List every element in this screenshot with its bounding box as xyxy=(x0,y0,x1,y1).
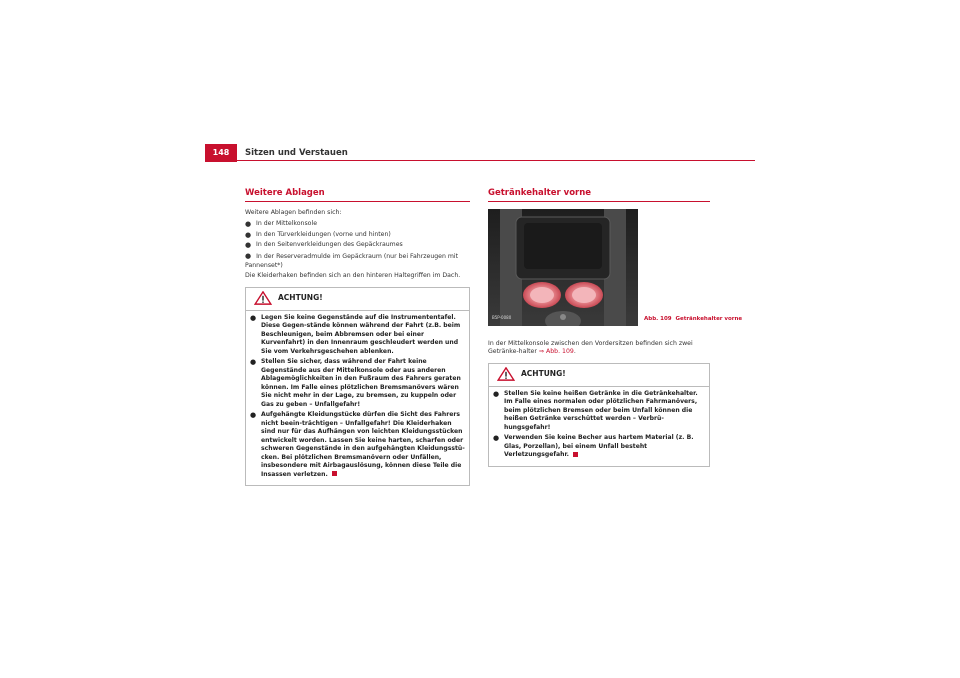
storage-list xyxy=(245,220,470,270)
list-item: ● Stellen Sie keine heißen Getränke in die Getränkehalter. Im Falle eines normalen oder plötzlichen Fahrmanövers, beim plötzlichen Bremsen oder beim Unfall können die heißen Getränke verschüttet werden – Verbrü-hungsgefahr! xyxy=(493,389,698,431)
bullet-icon: ● xyxy=(493,434,500,443)
warning-list xyxy=(250,314,465,480)
warning-list xyxy=(493,390,705,460)
list-item: ● In der Reserveradmulde im Gepäckraum (nur bei Fahrzeugen mit Pannenset*) xyxy=(245,251,459,269)
header-divider xyxy=(237,160,755,161)
intro-text: Weitere Ablagen befinden sich: xyxy=(245,208,342,216)
list-item: ● Verwenden Sie keine Becher aus hartem Material (z. B. Glas, Porzellan), bei einem Unfall besteht Verletzungsgefahr. xyxy=(493,434,694,459)
bullet-icon: ● xyxy=(245,230,252,239)
warning-title: ACHTUNG! xyxy=(521,368,566,378)
warning-header xyxy=(246,288,469,311)
warning-triangle-icon xyxy=(497,367,515,381)
bullet-icon: ● xyxy=(245,251,252,260)
left-column xyxy=(245,189,470,486)
end-marker xyxy=(573,452,578,457)
cupholder-photo xyxy=(488,209,638,326)
warning-header xyxy=(489,364,709,387)
figure-label: Abb. 109 xyxy=(644,316,672,322)
figure-caption xyxy=(644,316,742,323)
figure-reference-link[interactable]: ⇒ Abb. 109 xyxy=(538,348,574,356)
right-column xyxy=(488,189,710,467)
section-title-weitere-ablagen: Weitere Ablagen xyxy=(245,189,470,202)
figure-caption-text: Getränkehalter vorne xyxy=(675,316,743,322)
chapter-title: Sitzen und Verstauen xyxy=(245,148,348,158)
section-title-getraenkehalter: Getränkehalter vorne xyxy=(488,189,710,202)
list-item: ● In den Türverkleidungen (vorne und hinten) xyxy=(245,230,391,239)
outro-text: Die Kleiderhaken befinden sich an den hinteren Haltegriffen im Dach. xyxy=(245,272,461,280)
page-header xyxy=(205,144,755,162)
warning-title: ACHTUNG! xyxy=(278,292,323,302)
warning-box xyxy=(488,363,710,467)
bullet-icon: ● xyxy=(250,358,257,367)
list-item: ● In den Seitenverkleidungen des Gepäckraumes xyxy=(245,241,403,250)
bullet-icon: ● xyxy=(493,389,500,398)
bullet-icon: ● xyxy=(250,313,257,322)
bullet-icon: ● xyxy=(245,241,252,250)
bullet-icon: ● xyxy=(250,411,257,420)
page-number: 148 xyxy=(205,144,237,162)
end-marker xyxy=(332,471,337,476)
warning-box xyxy=(245,287,470,487)
bullet-icon: ● xyxy=(245,220,252,229)
list-item: ● Legen Sie keine Gegenstände auf die Instrumententafel. Diese Gegen-stände können während der Fahrt (z.B. beim Beschleunigen, beim Abbremsen oder bei einer Kurvenfahrt) in den Innenraum geschleudert werden und Sie vom Verkehrsgeschehen ablenken. xyxy=(250,313,461,355)
warning-triangle-icon xyxy=(254,291,272,305)
list-item: ● Aufgehängte Kleidungstücke dürfen die Sicht des Fahrers nicht beein-trächtigen – Unfallgefahr! Die Kleiderhaken sind nur für das Aufhängen von leichten Kleidungsstücken entwickelt worden. Lassen Sie keine harten, scharfen oder schweren Gegenstände in den aufgehängten Kleidungsstü-cken. Bei plötzlichen Bremsmanövern oder Unfällen, insbesondere mit Airbagauslösung, können diese Teile die Insassen verletzen. xyxy=(250,411,465,478)
figure-code: B5P-0080 xyxy=(492,315,512,320)
cupholder-image xyxy=(488,209,638,326)
list-item: ● In der Mittelkonsole xyxy=(245,220,317,229)
list-item: ● Stellen Sie sicher, dass während der Fahrt keine Gegenstände aus der Mittelkonsole oder aus anderen Ablagemöglichkeiten in den Fußraum des Fahrers geraten können. Im Falle eines plötzlichen Bremsmanövers wären Sie nicht mehr in der Lage, zu bremsen, zu kuppeln oder Gas zu geben – Unfallgefahr! xyxy=(250,358,461,408)
cupholder-text: In der Mittelkonsole zwischen den Vordersitzen befinden sich zwei Getränke-halter ⇒ Abb. 109. xyxy=(488,339,693,356)
